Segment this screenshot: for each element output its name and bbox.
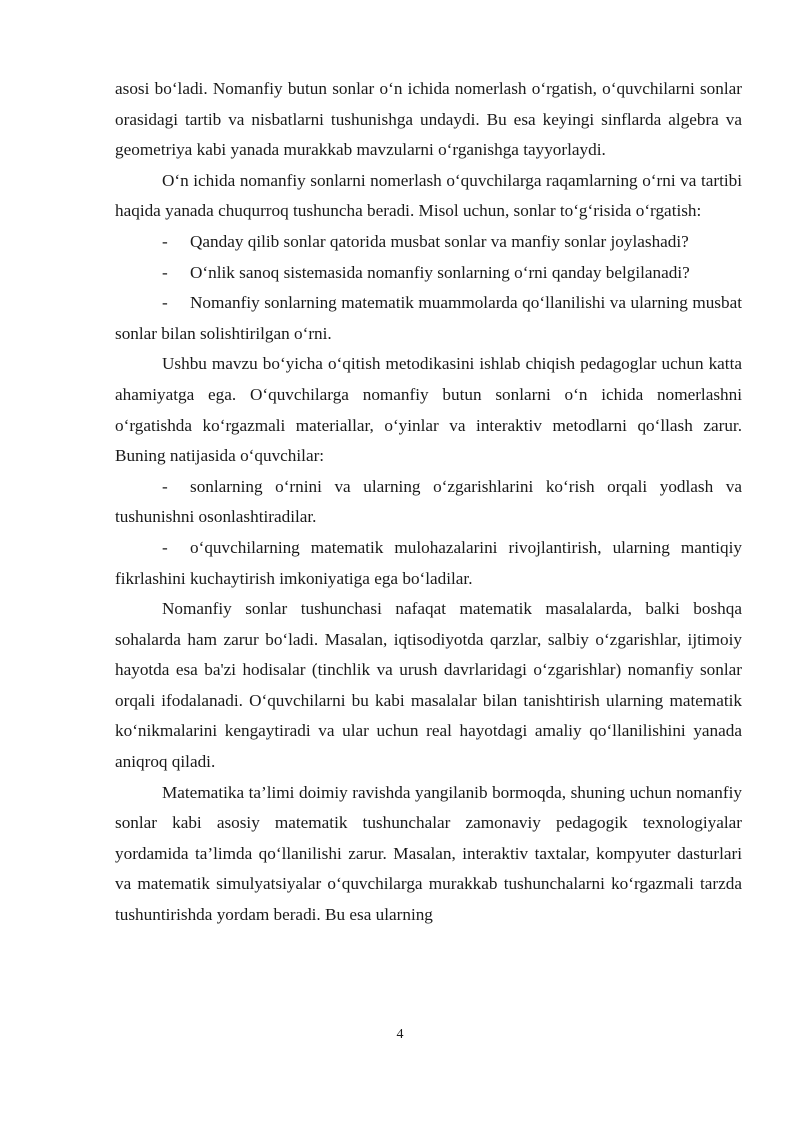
list-dash: - — [162, 231, 168, 251]
list-item-text: Qanday qilib sonlar qatorida musbat sonlar va manfiy sonlar joylashadi? — [190, 231, 689, 251]
list-item — [115, 288, 742, 349]
list-item — [115, 227, 742, 258]
paragraph: Nomanfiy sonlar tushunchasi nafaqat matematik masalalarda, balki boshqa sohalarda ham zarur bo‘ladi. Masalan, iqtisodiyotda qarzlar, salbiy o‘zgarishlar, ijtimoiy hayotda esa ba'zi hodisalar (tinchlik va urush davrlaridagi o‘zgarishlar) nomanfiy sonlar orqali ifodalanadi. O‘quvchilarni bu kabi masalalar bilan tanishtirish ularning matematik ko‘nikmalarini kengaytiradi va ular uchun real hayotdagi amaliy qo‘llanilishini yanada aniqroq qiladi. — [115, 599, 742, 772]
paragraph: O‘n ichida nomanfiy sonlarni nomerlash o‘quvchilarga raqamlarning o‘rni va tartibi haqida yanada chuqurroq tushuncha beradi. Misol uchun, sonlar to‘g‘risida o‘rgatish: — [115, 170, 742, 221]
document-page — [115, 74, 742, 931]
list-item — [115, 472, 742, 533]
list-item-text: O‘nlik sanoq sistemasida nomanfiy sonlarning o‘rni qanday belgilanadi? — [190, 262, 690, 282]
list-dash: - — [162, 293, 168, 313]
list-item-text: sonlarning o‘rnini va ularning o‘zgarishlarini ko‘rish orqali yodlash va tushunishni osonlashtiradilar. — [115, 476, 742, 527]
paragraph-continuation: asosi bo‘ladi. Nomanfiy butun sonlar o‘n ichida nomerlash o‘rgatish, o‘quvchilarni sonlar orasidagi tartib va nisbatlarni tushunishga undaydi. Bu esa keyingi sinflarda algebra va geometriya kabi yanada murakkab mavzularni o‘rganishga tayyorlaydi. — [115, 79, 742, 160]
paragraph: Matematika ta’limi doimiy ravishda yangilanib bormoqda, shuning uchun nomanfiy sonlar kabi asosiy matematik tushunchalar zamonaviy pedagogik texnologiyalar yordamida ta’limda qo‘llanilishi zarur. Masalan, interaktiv taxtalar, kompyuter dasturlari va matematik simulyatsiyalar o‘quvchilarga murakkab tushunchalarni ko‘rgazmali tarzda tushuntirishda yordam beradi. Bu esa ularning — [115, 782, 742, 925]
list-dash: - — [162, 537, 168, 557]
paragraph: Ushbu mavzu bo‘yicha o‘qitish metodikasini ishlab chiqish pedagoglar uchun katta ahamiyatga ega. O‘quvchilarga nomanfiy butun sonlarni o‘n ichida nomerlashni o‘rgatishda ko‘rgazmali materiallar, o‘yinlar va interaktiv metodlarni qo‘llash zarur. Buning natijasida o‘quvchilar: — [115, 354, 742, 466]
list-item — [115, 533, 742, 594]
list-dash: - — [162, 262, 168, 282]
list-item — [115, 258, 742, 289]
list-item-text: Nomanfiy sonlarning matematik muammolarda qo‘llanilishi va ularning musbat sonlar bilan solishtirilgan o‘rni. — [115, 293, 742, 343]
list-dash: - — [162, 476, 168, 496]
list-item-text: o‘quvchilarning matematik mulohazalarini rivojlantirish, ularning mantiqiy fikrlashini kuchaytirish imkoniyatiga ega bo‘ladilar. — [115, 537, 742, 588]
page-number: 4 — [396, 1027, 404, 1042]
